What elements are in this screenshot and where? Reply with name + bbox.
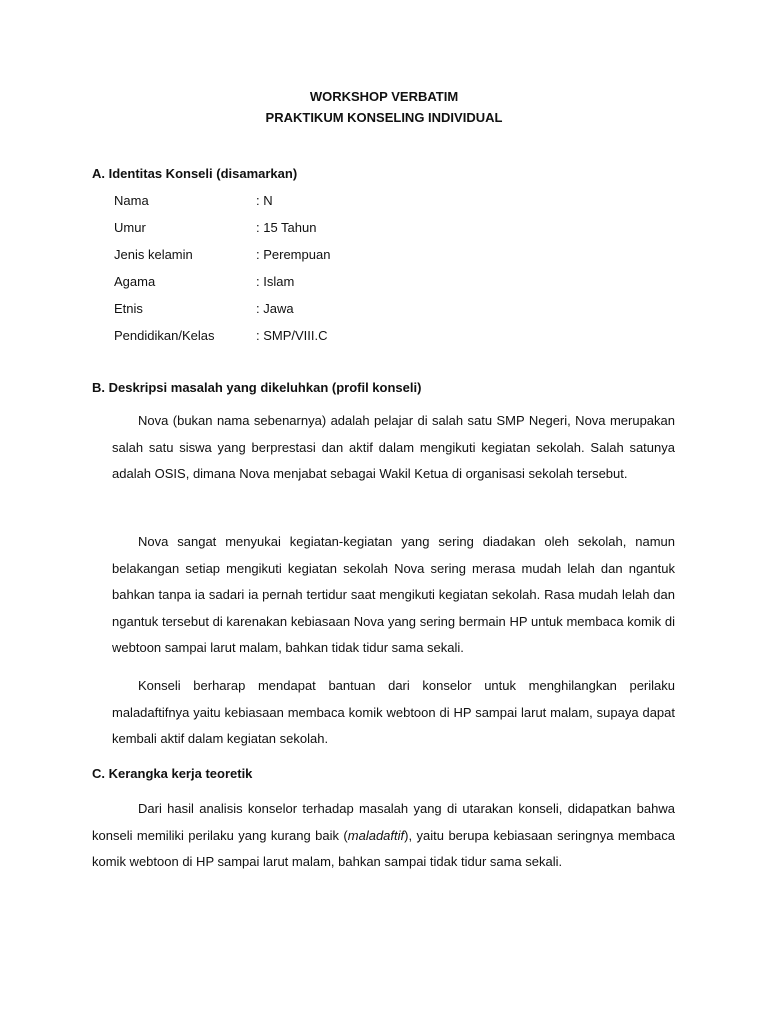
identity-label: Pendidikan/Kelas xyxy=(114,328,215,343)
identity-row-pendidikan xyxy=(114,328,514,355)
identity-value: : SMP/VIII.C xyxy=(256,328,328,343)
identity-label: Jenis kelamin xyxy=(114,247,193,262)
identity-value: : Perempuan xyxy=(256,247,331,262)
identity-row-nama xyxy=(114,193,514,220)
identity-table xyxy=(114,193,514,355)
paragraph-text: Nova (bukan nama sebenarnya) adalah pelajar di salah satu SMP Negeri, Nova merupakan salah satu siswa yang berprestasi dan aktif dalam mengikuti kegiatan sekolah. Salah satunya adalah OSIS, dimana Nova menjabat sebagai Wakil Ketua di organisasi sekolah tersebut. xyxy=(112,413,675,481)
identity-label: Etnis xyxy=(114,301,143,316)
section-b-paragraph-2 xyxy=(112,529,675,662)
identity-row-agama xyxy=(114,274,514,301)
identity-label: Nama xyxy=(114,193,149,208)
section-b-paragraph-1 xyxy=(112,408,675,488)
paragraph-text: Konseli berharap mendapat bantuan dari konselor untuk menghilangkan perilaku maladaftifnya yaitu kebiasaan membaca komik webtoon di HP sampai larut malam, supaya dapat kembali aktif dalam kegiatan sekolah. xyxy=(112,678,675,746)
section-b-heading: B. Deskripsi masalah yang dikeluhkan (profil konseli) xyxy=(92,380,422,395)
paragraph-text: Nova sangat menyukai kegiatan-kegiatan yang sering diadakan oleh sekolah, namun belakangan setiap mengikuti kegiatan sekolah Nova sering merasa mudah lelah dan ngantuk bahkan tanpa ia sadari ia pernah tertidur saat mengikuti kegiatan sekolah. Rasa mudah lelah dan ngantuk tersebut di karenakan kebiasaan Nova yang sering bermain HP untuk membaca komik di webtoon sampai larut malam, bahkan tidak tidur sama sekali. xyxy=(112,534,675,655)
identity-row-etnis xyxy=(114,301,514,328)
document-subtitle: PRAKTIKUM KONSELING INDIVIDUAL xyxy=(265,110,503,125)
document-title: WORKSHOP VERBATIM xyxy=(309,89,459,104)
identity-value: : Jawa xyxy=(256,301,294,316)
identity-row-umur xyxy=(114,220,514,247)
identity-value: : Islam xyxy=(256,274,295,289)
identity-label: Umur xyxy=(114,220,146,235)
section-c-heading: C. Kerangka kerja teoretik xyxy=(92,766,253,781)
section-a-heading: A. Identitas Konseli (disamarkan) xyxy=(92,166,298,181)
paragraph-text: Dari hasil analisis konselor terhadap masalah yang di utarakan konseli, didapatkan bahwa konseli memiliki perilaku yang kurang baik ( xyxy=(92,801,675,843)
identity-label: Agama xyxy=(114,274,156,289)
italic-term: maladaftif xyxy=(347,827,405,843)
paragraph-text: ), yaitu berupa kebiasaan seringnya membaca komik webtoon di HP sampai larut malam, bahkan sampai tidak tidur sama sekali. xyxy=(92,827,675,869)
identity-row-jenis-kelamin xyxy=(114,247,514,274)
section-c-paragraph-1 xyxy=(92,796,675,876)
identity-value: : N xyxy=(256,193,273,208)
identity-value: : 15 Tahun xyxy=(256,220,317,235)
section-b-paragraph-3 xyxy=(112,673,675,753)
